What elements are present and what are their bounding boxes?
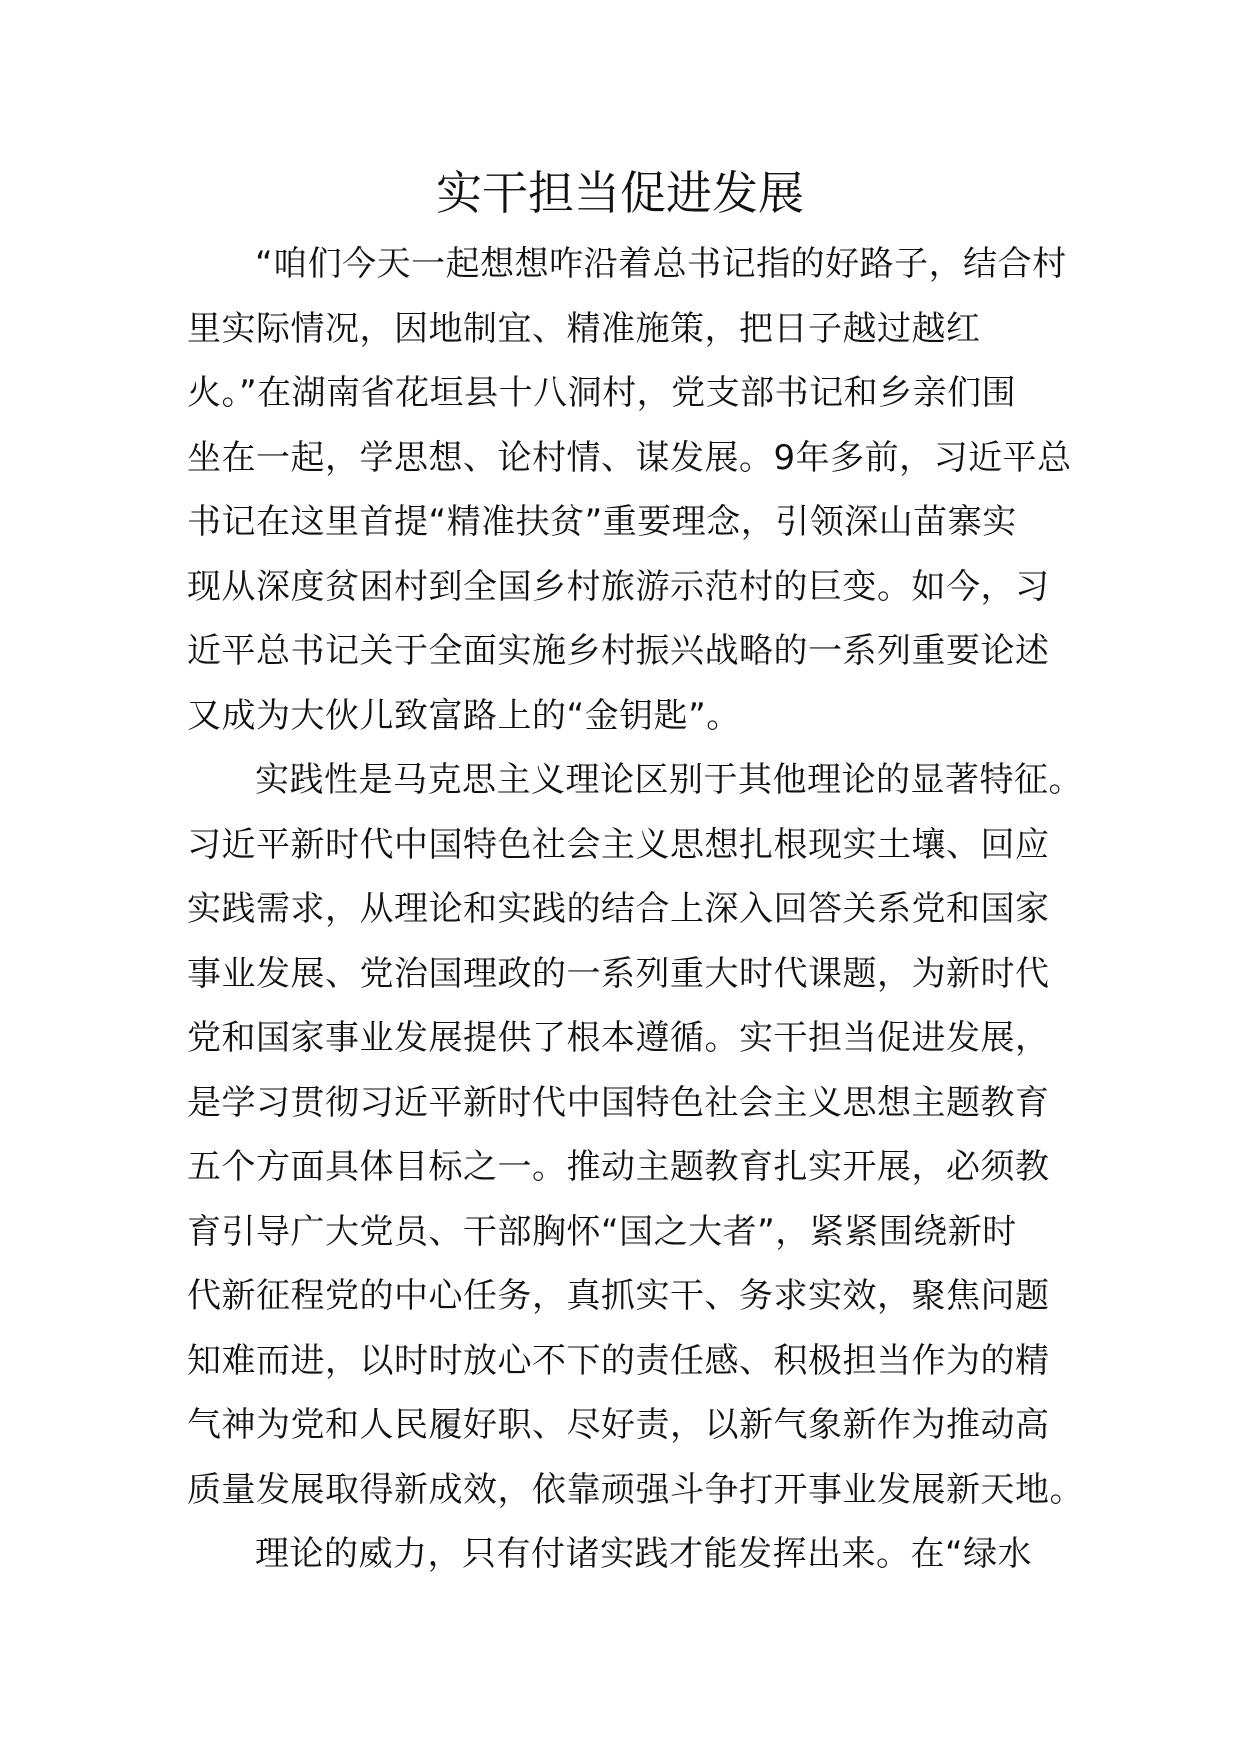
paragraph-line: 气神为党和人民履好职、尽好责，以新气象新作为推动高 [187,1405,1050,1445]
paragraph-2 [187,748,1084,1522]
paragraph-line: “咱们今天一起想想咋沿着总书记指的好路子，结合村 [255,244,1067,284]
paragraph-line: 理论的威力，只有付诸实践才能发挥出来。在“绿水 [255,1534,1033,1574]
paragraph-1 [187,232,1072,748]
document-body [187,232,1084,1587]
paragraph-line: 是学习贯彻习近平新时代中国特色社会主义思想主题教育 [187,1082,1050,1123]
paragraph-line: 现从深度贫困村到全国乡村旅游示范村的巨变。如今，习 [187,566,1050,607]
paragraph-line: 书记在这里首提“精准扶贫”重要理念，引领深山苗寨实 [187,502,1017,542]
paragraph-line: 实践需求，从理论和实践的结合上深入回答关系党和国家 [187,889,1050,929]
paragraph-line: 五个方面具体目标之一。推动主题教育扎实开展，必须教 [187,1147,1050,1187]
paragraph-line: 质量发展取得新成效，依靠顽强斗争打开事业发展新天地。 [187,1469,1084,1510]
paragraph-line: 党和国家事业发展提供了根本遵循。实干担当促进发展， [187,1018,1050,1058]
paragraph-line: 坐在一起，学思想、论村情、谋发展。9年多前，习近平总 [187,437,1072,478]
document-title: 实干担当促进发展 [436,166,804,220]
paragraph-line: 火。”在湖南省花垣县十八洞村，党支部书记和乡亲们围 [187,373,1017,413]
paragraph-line: 事业发展、党治国理政的一系列重大时代课题，为新时代 [187,953,1050,994]
paragraph-line: 习近平新时代中国特色社会主义思想扎根现实土壤、回应 [187,824,1050,865]
paragraph-line: 里实际情况，因地制宜、精准施策，把日子越过越红 [187,308,981,349]
paragraph-line: 知难而进，以时时放心不下的责任感、积极担当作为的精 [187,1340,1050,1381]
paragraph-line: 育引导广大党员、干部胸怀“国之大者”，紧紧围绕新时 [187,1211,1017,1252]
paragraph-line: 代新征程党的中心任务，真抓实干、务求实效，聚焦问题 [187,1276,1050,1316]
paragraph-line: 近平总书记关于全面实施乡村振兴战略的一系列重要论述 [187,631,1050,671]
paragraph-3 [187,1522,1047,1587]
paragraph-line: 又成为大伙儿致富路上的“金钥匙”。 [187,695,741,736]
paragraph-line: 实践性是马克思主义理论区别于其他理论的显著特征。 [255,760,1083,800]
